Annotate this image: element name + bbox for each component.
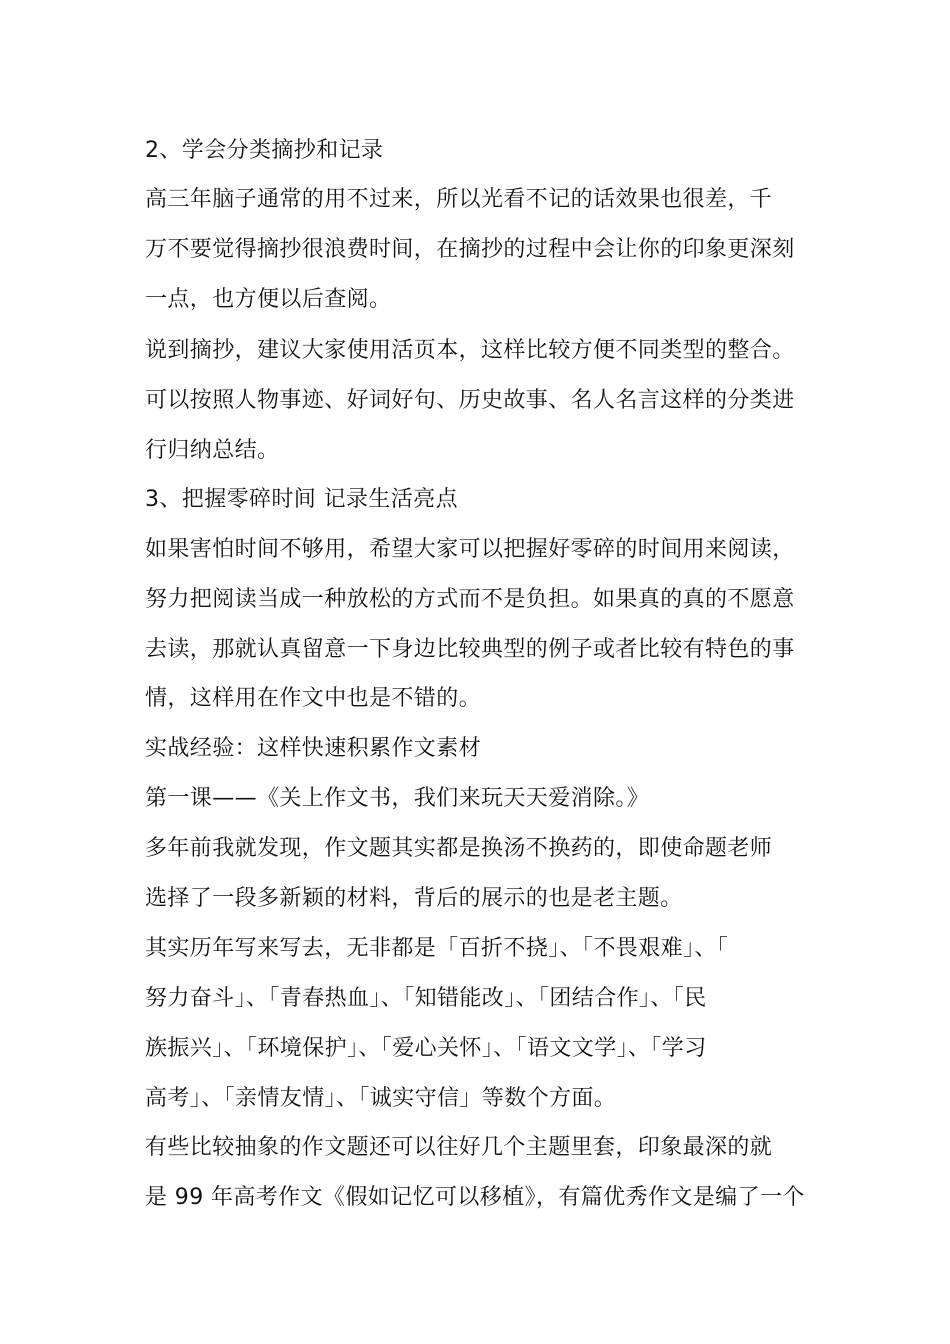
paragraph-line: 如果害怕时间不够用，希望大家可以把握好零碎的时间用来阅读， <box>145 537 795 562</box>
paragraph-line: 可以按照人物事迹、好词好句、历史故事、名人名言这样的分类进 <box>145 388 795 413</box>
section-heading: 实战经验：这样快速积累作文素材 <box>145 736 482 761</box>
paragraph-line: 高考」、「亲情友情」、「诚实守信」等数个方面。 <box>145 1086 617 1111</box>
paragraph-line: 努力把阅读当成一种放松的方式而不是负担。如果真的真的不愿意 <box>145 587 795 612</box>
lesson-title: 第一课——《关上作文书，我们来玩天天爱消除。》 <box>145 786 650 811</box>
paragraph-line: 万不要觉得摘抄很浪费时间，在摘抄的过程中会让你的印象更深刻 <box>145 237 795 262</box>
paragraph-line: 多年前我就发现，作文题其实都是换汤不换药的，即使命题老师 <box>145 836 773 861</box>
paragraph-line: 是 99 年高考作文《假如记忆可以移植》，有篇优秀作文是编了一个 <box>145 1185 805 1210</box>
paragraph-line: 其实历年写来写去，无非都是「百折不挠」、「不畏艰难」、「 <box>145 936 729 961</box>
paragraph-line: 说到摘抄，建议大家使用活页本，这样比较方便不同类型的整合。 <box>145 338 795 363</box>
paragraph-line: 去读，那就认真留意一下身边比较典型的例子或者比较有特色的事 <box>145 637 795 662</box>
paragraph-line: 情，这样用在作文中也是不错的。 <box>145 686 482 711</box>
heading-3: 3、把握零碎时间 记录生活亮点 <box>145 487 458 512</box>
paragraph-line: 努力奋斗」、「青春热血」、「知错能改」、「团结合作」、「民 <box>145 986 707 1011</box>
paragraph-line: 族振兴」、「环境保护」、「爱心关怀」、「语文文学」、「学习 <box>145 1036 707 1061</box>
paragraph-line: 有些比较抽象的作文题还可以往好几个主题里套，印象最深的就 <box>145 1135 773 1160</box>
heading-2: 2、学会分类摘抄和记录 <box>145 138 384 163</box>
paragraph-line: 行归纳总结。 <box>145 438 280 463</box>
paragraph-line: 高三年脑子通常的用不过来，所以光看不记的话效果也很差，千 <box>145 187 773 212</box>
paragraph-line: 一点，也方便以后查阅。 <box>145 287 392 312</box>
paragraph-line: 选择了一段多新颖的材料，背后的展示的也是老主题。 <box>145 886 683 911</box>
